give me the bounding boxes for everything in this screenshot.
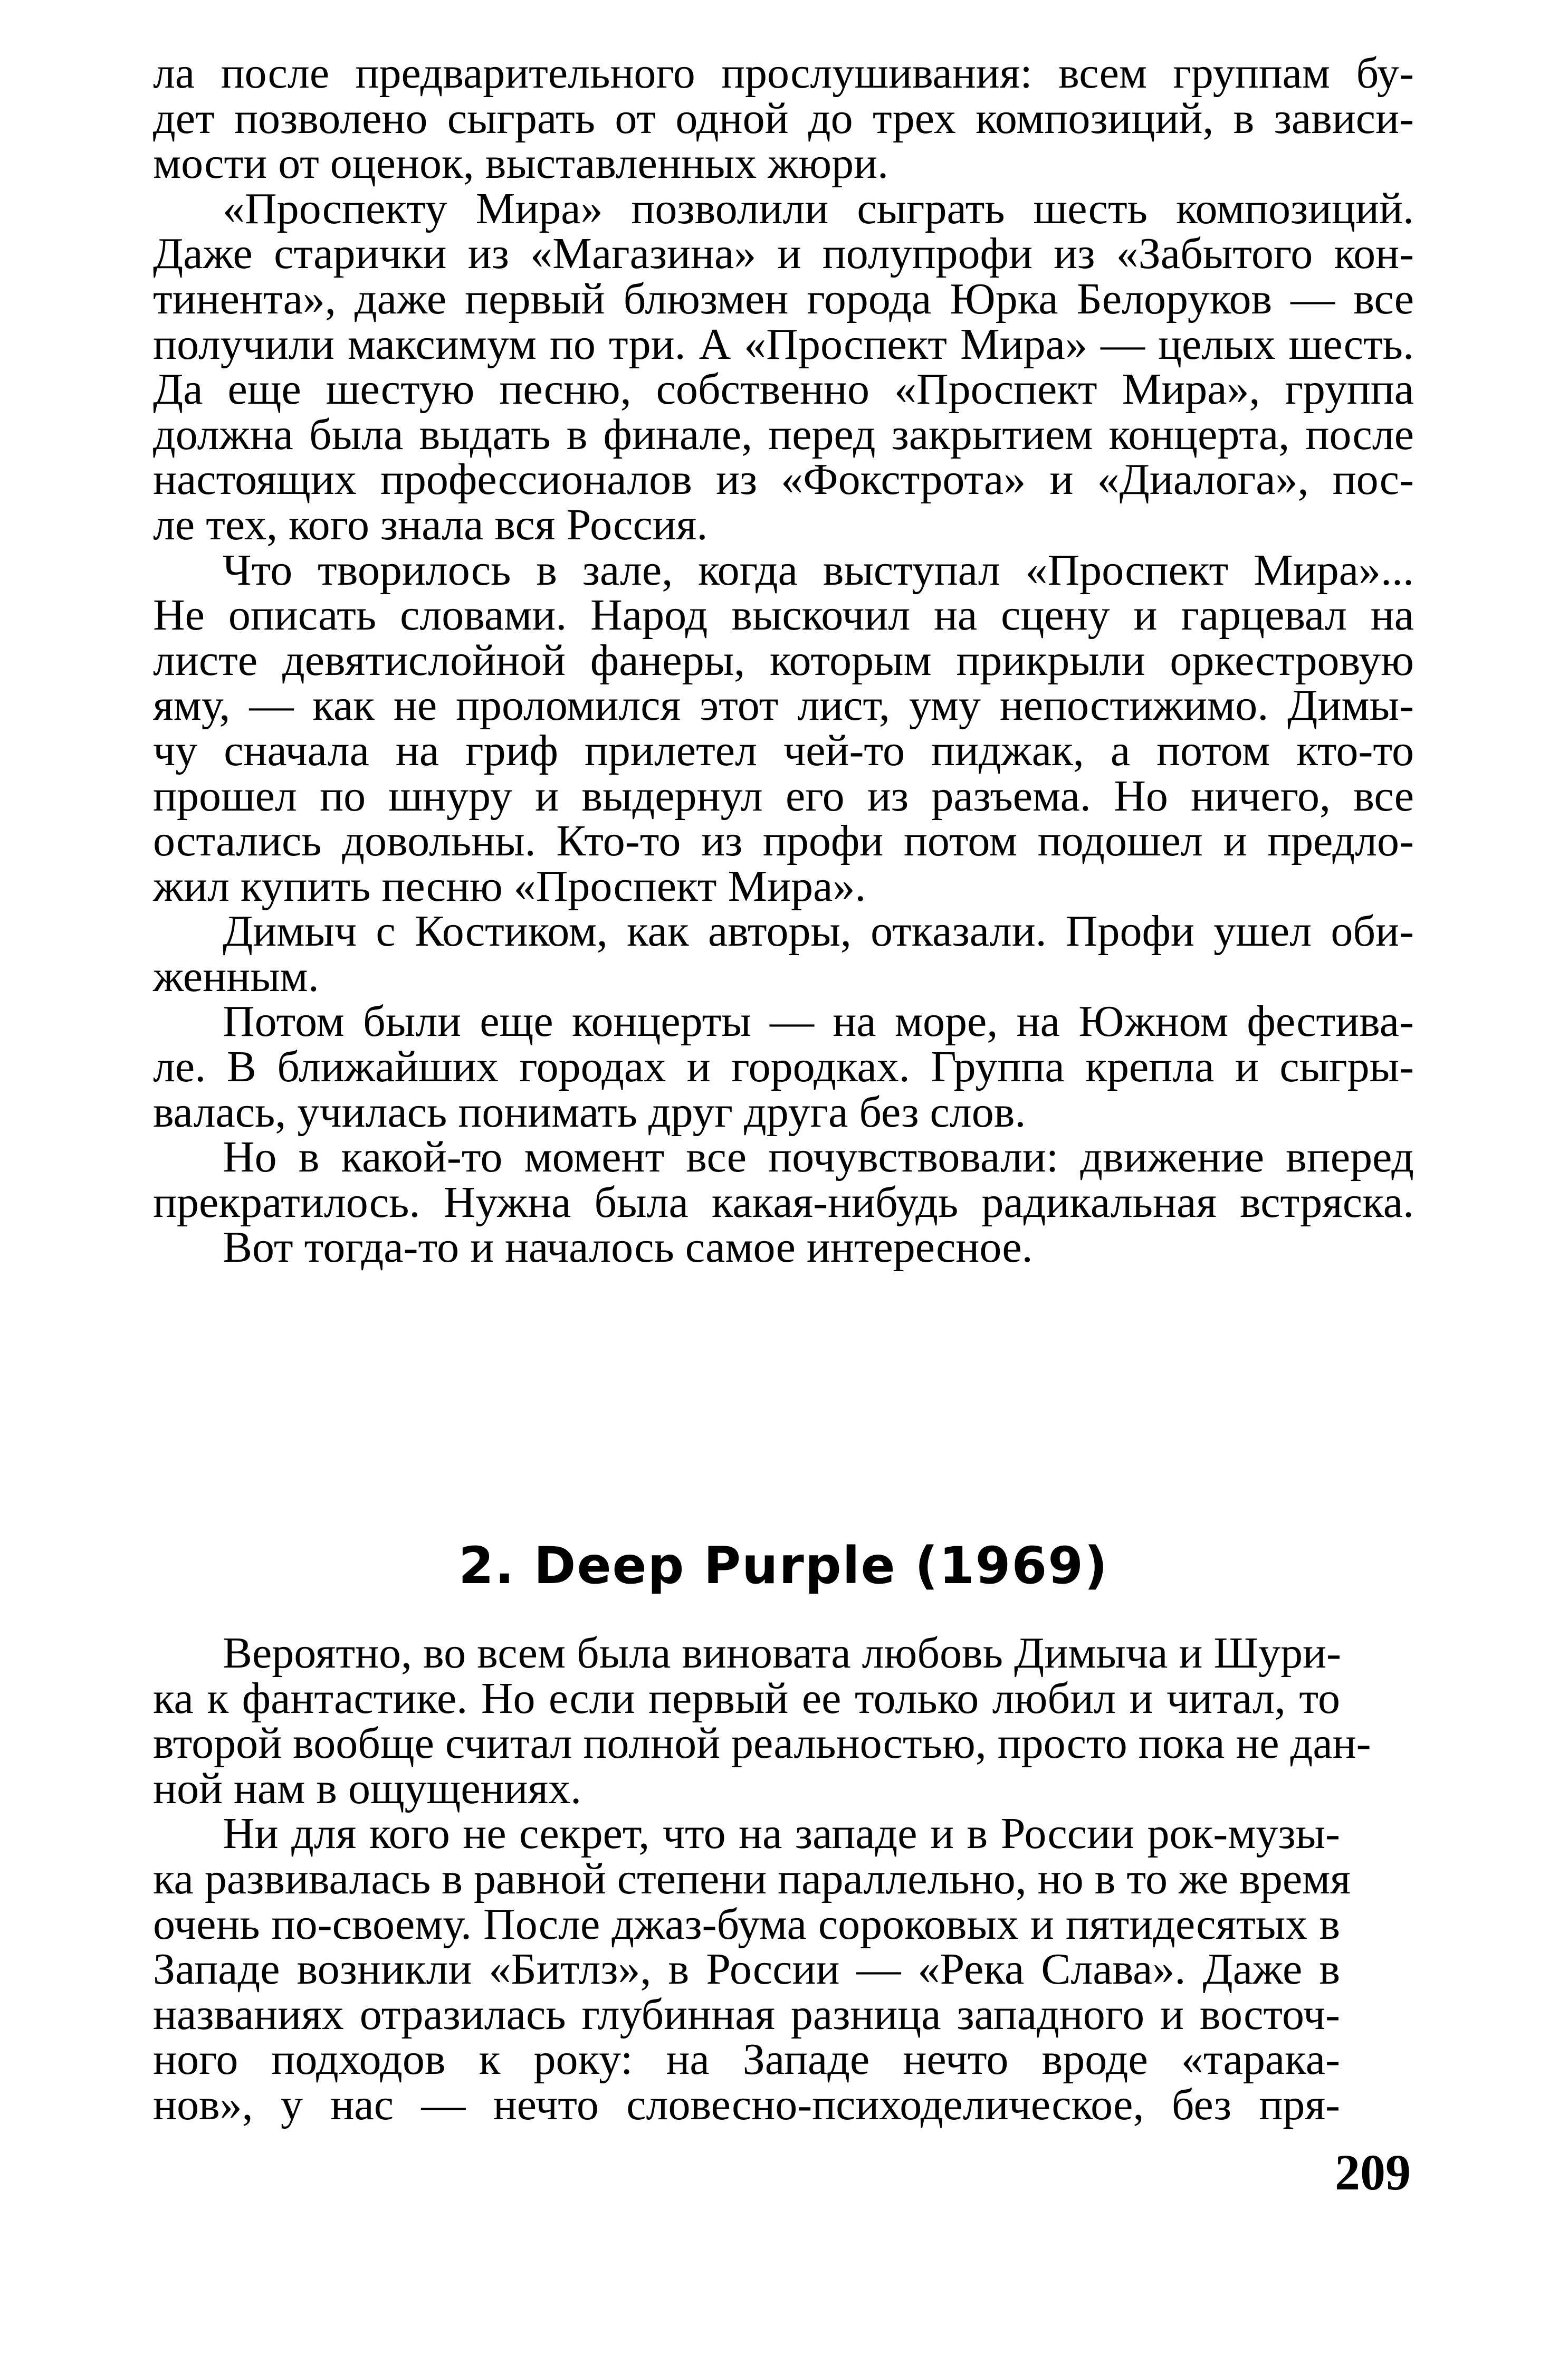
text-line: женным. (153, 951, 319, 1001)
text-line: Да еще шестую песню, собственно «Проспект Мира», группа (153, 365, 1414, 414)
page-number: 209 (1335, 2144, 1411, 2201)
text-block-bottom (153, 1628, 1371, 2129)
text-line: «Проспекту Мира» позволили сыграть шесть композиций. (223, 184, 1414, 233)
text-line: яму, — как не проломился этот лист, уму непостижимо. Димы- (153, 681, 1414, 730)
text-line: прекратилось. Нужна была какая-нибудь радикальная встряска. (153, 1177, 1414, 1227)
book-page (153, 0, 1414, 2362)
text-line: дет позволено сыграть от одной до трех композиций, в зависи- (153, 93, 1414, 143)
text-line: ле тех, кого знала вся Россия. (153, 500, 708, 549)
text-line: мости от оценок, выставленных жюри. (153, 139, 889, 188)
text-line: Потом были еще концерты — на море, на Южном фестива- (223, 997, 1414, 1046)
text-line: Димыч с Костиком, как авторы, отказали. Профи ушел оби- (223, 907, 1414, 956)
text-line: второй вообще считал полной реальностью, просто пока не дан- (153, 1719, 1371, 1768)
text-line: Но в какой-то момент все почувствовали: движение вперед (223, 1132, 1414, 1182)
text-line: нов», у нас — нечто словесно-психоделическое, без пря- (153, 2080, 1340, 2129)
text-line: Вероятно, во всем была виновата любовь Димыча и Шури- (223, 1628, 1342, 1678)
text-line: ле. В ближайших городах и городках. Группа крепла и сыгры- (153, 1042, 1414, 1092)
text-line: Не описать словами. Народ выскочил на сцену и гарцевал на (153, 591, 1414, 640)
text-line: получили максимум по три. А «Проспект Мира» — целых шесть. (153, 319, 1414, 369)
text-line: жил купить песню «Проспект Мира». (153, 861, 866, 911)
text-line: ка к фантастике. Но если первый ее только любил и читал, то (153, 1673, 1340, 1723)
text-line: названиях отразилась глубинная разница западного и восточ- (153, 1989, 1340, 2039)
text-line: очень по-своему. После джаз-бума сороковых и пятидесятых в (153, 1899, 1340, 1949)
text-line: Ни для кого не секрет, что на западе и в России рок-музы- (223, 1809, 1340, 1859)
text-line: ка развивалась в равной степени параллельно, но в то же время (153, 1854, 1351, 1903)
chapter-title: 2. Deep Purple (1969) (458, 1536, 1108, 1595)
text-line: прошел по шнуру и выдернул его из разъема. Но ничего, все (153, 771, 1414, 821)
text-line: чу сначала на гриф прилетел чей-то пиджак, а потом кто-то (153, 726, 1414, 775)
text-block-top (153, 51, 1414, 1270)
text-line: Вот тогда-то и началось самое интересное. (223, 1223, 1033, 1272)
text-line: Даже старички из «Магазина» и полупрофи из «Забытого кон- (153, 229, 1414, 279)
text-line: ла после предварительного прослушивания: всем группам бу- (153, 49, 1414, 98)
text-line: Западе возникли «Битлз», в России — «Река Слава». Даже в (153, 1945, 1340, 1994)
text-line: листе девятислойной фанеры, которым прикрыли оркестровую (153, 635, 1414, 685)
text-line: валась, училась понимать друг друга без слов. (153, 1087, 1026, 1137)
text-line: ной нам в ощущениях. (153, 1764, 582, 1813)
text-line: должна была выдать в финале, перед закрытием концерта, после (153, 409, 1414, 459)
text-line: Что творилось в зале, когда выступал «Проспект Мира»... (223, 545, 1414, 595)
text-line: ного подходов к року: на Западе нечто вроде «тарака- (153, 2035, 1340, 2084)
text-line: тинента», даже первый блюзмен города Юрка Белоруков — все (153, 274, 1414, 323)
text-line: настоящих профессионалов из «Фокстрота» и «Диалога», пос- (153, 455, 1414, 504)
text-line: остались довольны. Кто-то из профи потом подошел и предло- (153, 816, 1414, 866)
